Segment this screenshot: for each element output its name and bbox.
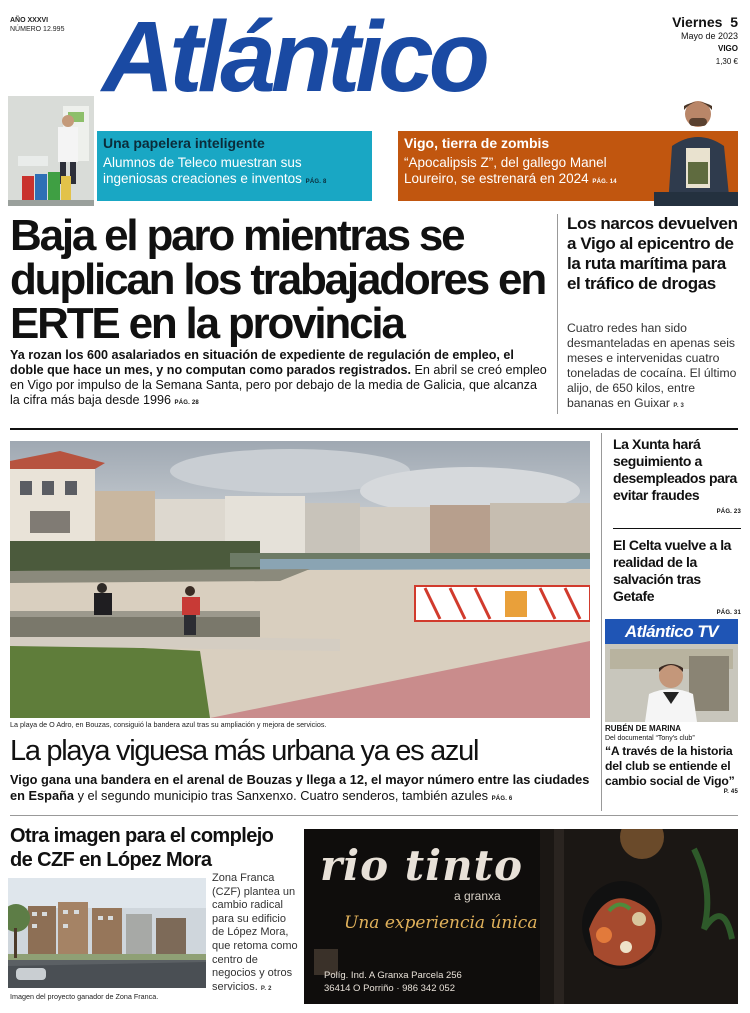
issue-number: NÚMERO 12.995: [10, 26, 65, 33]
city: VIGO: [717, 44, 738, 53]
main-subhead-bold: Ya rozan los 600 asalariados en situación de expediente de regulación de empleo, el doble que hace un mes, y no computan como parados registrados.: [10, 348, 514, 377]
photo-caption: La playa de O Adro, en Bouzas, consiguió la bandera azul tras su ampliación y mejora de servicios.: [10, 720, 327, 729]
day: 5: [730, 14, 738, 30]
date-box: [638, 14, 738, 69]
brief-divider: [601, 433, 602, 811]
price: 1,30 €: [715, 57, 738, 66]
side-page: P. 3: [673, 403, 685, 409]
czf-page: P. 2: [260, 985, 272, 992]
brief-celta[interactable]: [613, 537, 741, 622]
year-label: AÑO XXXVI: [10, 17, 49, 24]
ad-tagline: Una experiencia única: [344, 913, 538, 933]
czf-caption: Imagen del proyecto ganador de Zona Franca.: [10, 992, 159, 1001]
czf-text: [212, 872, 300, 996]
teaser-bin-title: Una papelera inteligente: [103, 135, 265, 151]
beach-page: PÁG. 6: [491, 796, 513, 802]
bottom-rule: [10, 815, 738, 816]
ad-address: [324, 969, 462, 995]
teaser-zombies-title: Vigo, tierra de zombis: [404, 135, 550, 151]
beach-subhead-bold: Vigo gana una bandera en el arenal de Bouzas y llega a 12, el mayor número entre las ciudades en España: [10, 772, 590, 803]
beach-subhead-text: y el segundo municipio tras Sanxenxo. Cuatro senderos, también azules: [77, 788, 489, 803]
tv-name: RUBÉN DE MARINA: [605, 724, 681, 733]
brief-rule: [613, 528, 741, 529]
czf-photo[interactable]: [8, 878, 206, 988]
tv-quote: “A través de la historia del club se entiende el cambio social de Vigo”: [605, 744, 735, 788]
tv-photo: [605, 644, 738, 722]
main-page: PÁG. 28: [174, 400, 199, 406]
teaser-zombies-body: “Apocalipsis Z”, del gallego Manel Loureiro, se estrenará en 2024: [404, 155, 607, 186]
main-subhead-text: En abril se creó empleo en Vigo por impulso de la Semana Santa, pero por debajo de la media de Galicia, que alcanza la cifra más baja desde 1996: [10, 363, 547, 407]
brief-xunta-page: PÁG. 23: [716, 509, 741, 515]
tv-title: Atlántico TV: [605, 619, 738, 644]
teaser-bin-body: Alumnos de Teleco muestran sus ingeniosas creaciones e inventos: [103, 155, 302, 186]
teaser-bin[interactable]: [97, 131, 372, 201]
beach-headline[interactable]: La playa viguesa más urbana ya es azul: [10, 735, 479, 767]
brief-celta-page: PÁG. 31: [716, 610, 741, 616]
side-headline[interactable]: Los narcos devuelven a Vigo al epicentro de la ruta marítima para el tráfico de drogas: [567, 214, 738, 293]
ad-address-line1: Políg. Ind. A Granxa Parcela 256: [324, 970, 462, 981]
column-divider: [557, 214, 558, 414]
czf-headline[interactable]: Otra imagen para el complejo de CZF en López Mora: [10, 825, 274, 871]
main-headline[interactable]: Baja el paro mientras se duplican los trabajadores en ERTE en la provincia: [10, 211, 545, 348]
tv-box[interactable]: [605, 619, 738, 795]
weekday: Viernes: [672, 14, 723, 30]
ad-brand: rio tinto: [320, 841, 524, 890]
teaser-bin-page: PÁG. 8: [305, 179, 327, 185]
month-year: Mayo de 2023: [680, 31, 738, 41]
section-rule: [10, 428, 738, 430]
side-text-body: Cuatro redes han sido desmanteladas en apenas seis meses e intervenidas cuatro toneladas de cocaína. El último alijo, de 650 kilos, entre bananas en Guixar: [567, 321, 737, 410]
main-subhead: [10, 348, 550, 411]
czf-text-body: Zona Franca (CZF) plantea un cambio radical para su edificio de López Mora, que retoma como centro de negocios y otros servicios.: [212, 872, 298, 993]
teaser-photo-author[interactable]: [654, 96, 738, 206]
ad-brand-sub: a granxa: [454, 889, 501, 903]
tv-role: Del documental “Tony's club”: [605, 735, 695, 742]
beach-photo[interactable]: [10, 441, 590, 718]
advertisement-rio-tinto[interactable]: [304, 829, 738, 1004]
beach-subhead: [10, 772, 590, 807]
edition-info: [10, 16, 100, 34]
brief-celta-headline: El Celta vuelve a la realidad de la salvación tras Getafe: [613, 537, 732, 604]
side-text: [567, 321, 743, 414]
teaser-photo-bin[interactable]: [8, 96, 94, 206]
ad-address-line2: 36414 O Porriño · 986 342 052: [324, 983, 455, 994]
masthead-logo[interactable]: Atlántico: [102, 1, 485, 113]
teaser-zombies-page: PÁG. 14: [592, 179, 617, 185]
brief-xunta[interactable]: [613, 436, 741, 521]
tv-page: P. 45: [723, 789, 738, 795]
brief-xunta-headline: La Xunta hará seguimiento a desempleados para evitar fraudes: [613, 436, 737, 503]
